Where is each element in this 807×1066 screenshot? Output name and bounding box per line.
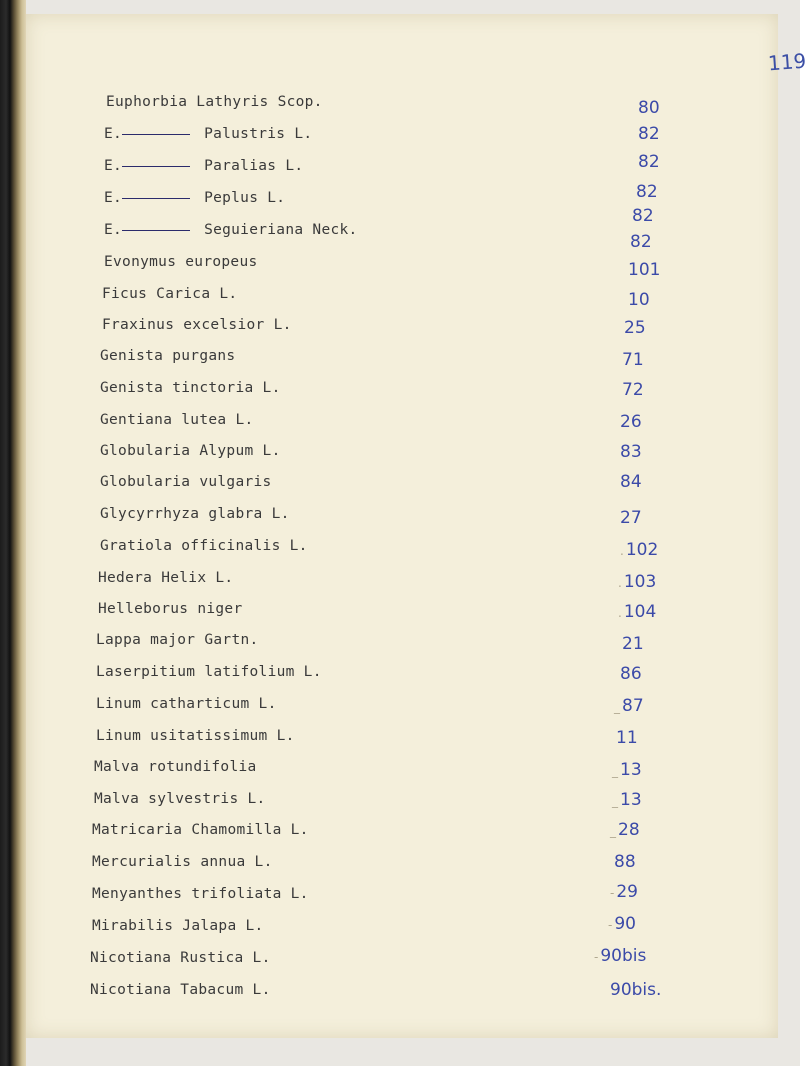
abbrev: E. bbox=[104, 158, 123, 174]
entry-number: . 104 bbox=[618, 602, 657, 622]
entry-number: 88 bbox=[614, 852, 636, 872]
entry-name: Ficus Carica L. bbox=[102, 286, 238, 302]
book-binding bbox=[0, 0, 26, 1066]
margin-tick: - bbox=[610, 886, 615, 900]
margin-tick: - bbox=[608, 918, 613, 932]
entry-name: Fraxinus excelsior L. bbox=[102, 317, 292, 333]
epithet: Seguieriana Neck. bbox=[204, 222, 358, 238]
ditto-line bbox=[122, 198, 190, 199]
entry-name: Malva rotundifolia bbox=[94, 759, 257, 775]
epithet: Paralias L. bbox=[204, 158, 304, 174]
ditto-line bbox=[122, 230, 190, 231]
entry-name: Laserpitium latifolium L. bbox=[96, 664, 322, 680]
entry-number: 82 bbox=[638, 124, 660, 144]
entry-number: 90bis. bbox=[610, 980, 662, 1000]
entry-name: Hedera Helix L. bbox=[98, 570, 234, 586]
entry-name bbox=[104, 126, 312, 142]
entry-number: 72 bbox=[622, 380, 644, 400]
entry-name: Linum catharticum L. bbox=[96, 696, 277, 712]
margin-tick: . bbox=[618, 576, 622, 590]
entry-name: Globularia Alypum L. bbox=[100, 443, 281, 459]
document-page bbox=[26, 14, 807, 1038]
abbrev: E. bbox=[104, 190, 123, 206]
entry-name: Menyanthes trifoliata L. bbox=[92, 886, 309, 902]
entry-number: - 29 bbox=[610, 882, 638, 902]
entry-name: Evonymus europeus bbox=[104, 254, 258, 270]
margin-tick: . bbox=[618, 606, 622, 620]
entry-number: . 103 bbox=[618, 572, 657, 592]
margin-tick: _ bbox=[612, 794, 618, 808]
epithet: Palustris L. bbox=[204, 126, 313, 142]
entry-number: 101 bbox=[628, 260, 661, 280]
entry-number: _ 28 bbox=[610, 820, 640, 840]
entry-number: 27 bbox=[620, 508, 642, 528]
entry-name: Linum usitatissimum L. bbox=[96, 728, 295, 744]
entry-number: . 102 bbox=[620, 540, 659, 560]
entry-number: 10 bbox=[628, 290, 650, 310]
entry-number: - 90bis bbox=[594, 946, 647, 966]
entry-name: Matricaria Chamomilla L. bbox=[92, 822, 309, 838]
entry-name: Nicotiana Rustica L. bbox=[90, 950, 271, 966]
entry-number: 80 bbox=[638, 98, 660, 118]
abbrev: E. bbox=[104, 126, 123, 142]
entry-name bbox=[104, 222, 358, 238]
entry-name: Genista purgans bbox=[100, 348, 236, 364]
entry-name: Malva sylvestris L. bbox=[94, 791, 266, 807]
entry-name: Mirabilis Jalapa L. bbox=[92, 918, 264, 934]
entry-name bbox=[104, 190, 285, 206]
ditto-line bbox=[122, 166, 190, 167]
entry-name: Euphorbia Lathyris Scop. bbox=[106, 94, 323, 110]
entry-number: 26 bbox=[620, 412, 642, 432]
entry-name: Genista tinctoria L. bbox=[100, 380, 281, 396]
entry-number: 82 bbox=[630, 232, 652, 252]
entry-number: 84 bbox=[620, 472, 642, 492]
entry-name: Nicotiana Tabacum L. bbox=[90, 982, 271, 998]
entry-number: 82 bbox=[638, 152, 660, 172]
entry-number: 21 bbox=[622, 634, 644, 654]
entry-name: Gratiola officinalis L. bbox=[100, 538, 308, 554]
entry-name: Mercurialis annua L. bbox=[92, 854, 273, 870]
entry-number: _ 13 bbox=[612, 790, 642, 810]
entry-name: Gentiana lutea L. bbox=[100, 412, 254, 428]
entry-number: 11 bbox=[616, 728, 638, 748]
margin-tick: _ bbox=[614, 700, 620, 714]
margin-tick: . bbox=[620, 544, 624, 558]
margin-tick: - bbox=[594, 950, 599, 964]
entry-number: 25 bbox=[624, 318, 646, 338]
entry-number: 82 bbox=[632, 206, 654, 226]
abbrev: E. bbox=[104, 222, 123, 238]
entry-name bbox=[104, 158, 303, 174]
entry-name: Lappa major Gartn. bbox=[96, 632, 259, 648]
entry-number: 82 bbox=[636, 182, 658, 202]
margin-tick: _ bbox=[610, 824, 616, 838]
ditto-line bbox=[122, 134, 190, 135]
entry-number: _ 87 bbox=[614, 696, 644, 716]
epithet: Peplus L. bbox=[204, 190, 286, 206]
page-number: 119 bbox=[767, 48, 807, 76]
entry-number: _ 13 bbox=[612, 760, 642, 780]
entry-name: Helleborus niger bbox=[98, 601, 243, 617]
margin-tick: _ bbox=[612, 764, 618, 778]
entry-number: 86 bbox=[620, 664, 642, 684]
entry-number: 71 bbox=[622, 350, 644, 370]
entry-name: Globularia vulgaris bbox=[100, 474, 272, 490]
entry-number: 83 bbox=[620, 442, 642, 462]
entry-number: - 90 bbox=[608, 914, 636, 934]
entry-name: Glycyrrhyza glabra L. bbox=[100, 506, 290, 522]
